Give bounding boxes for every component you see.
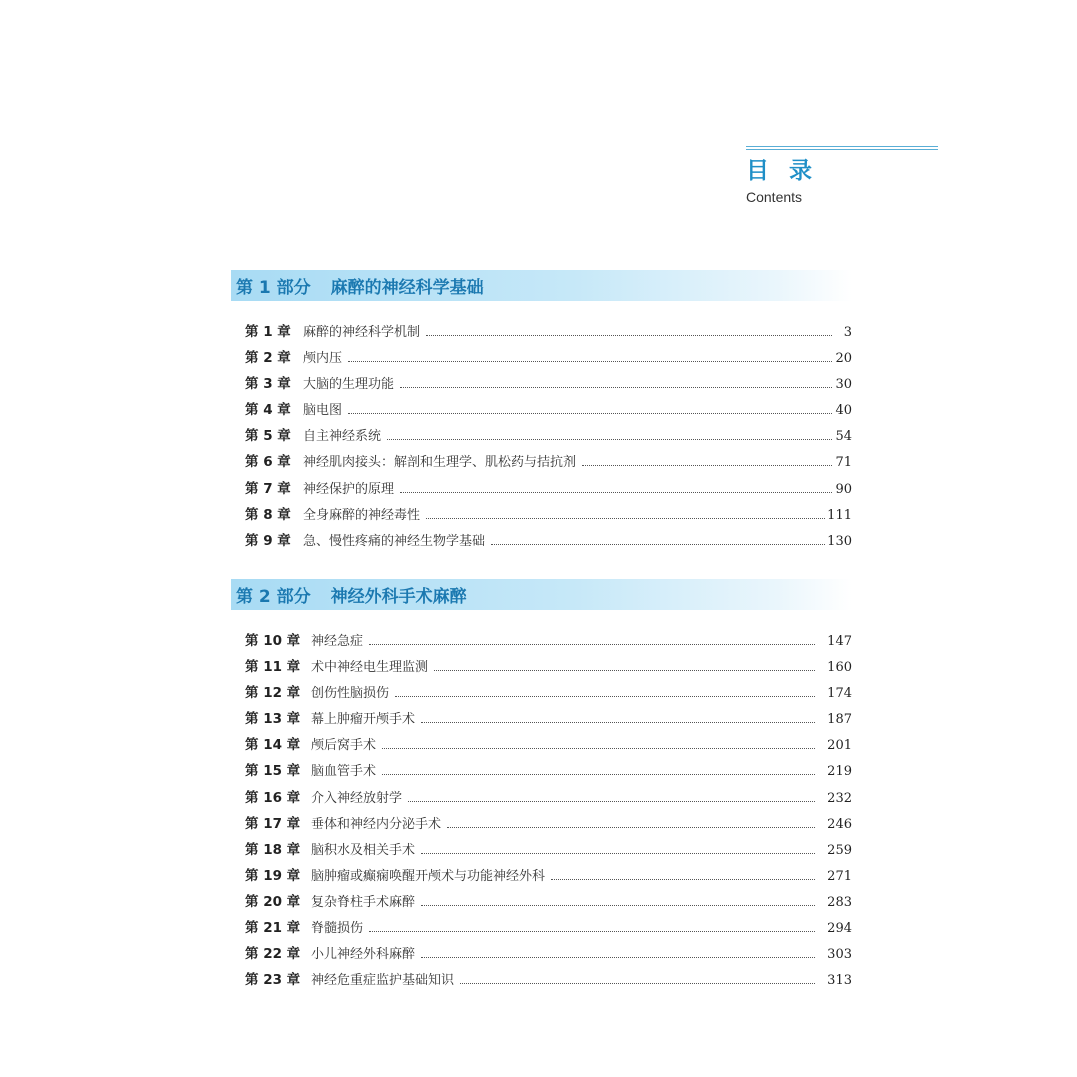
chapter-title: 复杂脊柱手术麻醉 [311,894,416,910]
chapter-page: 283 [827,894,852,910]
chapter-title: 自主神经系统 [303,429,382,445]
chapter-list [231,628,852,993]
chapter-page: 71 [835,455,852,471]
chapter-title: 颅后窝手术 [311,738,377,754]
dot-leader [382,748,815,749]
chapter-page: 271 [827,868,852,884]
chapter-entry-10[interactable] [231,628,852,654]
chapter-number: 第 10 章 [245,633,301,649]
dot-leader [434,670,815,671]
chapter-number: 第 7 章 [245,480,291,497]
chapter-entry-4[interactable] [231,397,852,423]
chapter-title: 神经急症 [311,634,364,649]
chapter-number: 第 19 章 [245,867,301,884]
chapter-page: 219 [827,764,852,780]
part-banner [231,270,852,301]
chapter-entry-23[interactable] [231,967,852,993]
chapter-page: 54 [835,429,852,445]
chapter-title: 脊髓损伤 [311,921,364,937]
chapter-number: 第 5 章 [245,428,291,445]
dot-leader [421,853,815,854]
chapter-entry-22[interactable] [231,941,852,967]
chapter-title: 麻醉的神经科学机制 [303,325,421,340]
chapter-page: 294 [827,921,852,937]
header-rule-top [746,146,938,147]
chapter-number: 第 21 章 [245,920,301,937]
chapter-entry-8[interactable] [231,502,852,528]
dot-leader [460,983,815,984]
chapter-page: 3 [843,325,852,340]
dot-leader [400,492,832,493]
chapter-page: 313 [827,973,852,989]
dot-leader [395,696,815,697]
dot-leader [447,827,815,828]
chapter-number: 第 6 章 [245,454,291,471]
chapter-title: 大脑的生理功能 [303,377,395,393]
chapter-number: 第 1 章 [245,324,291,340]
chapter-entry-18[interactable] [231,837,852,863]
chapter-number: 第 17 章 [245,815,301,832]
chapter-title: 介入神经放射学 [311,790,403,806]
dot-leader [582,465,832,466]
dot-leader [426,335,832,336]
chapter-entry-2[interactable] [231,345,852,371]
chapter-entry-15[interactable] [231,758,852,784]
chapter-number: 第 16 章 [245,789,301,806]
chapter-number: 第 11 章 [245,659,301,676]
chapter-number: 第 13 章 [245,711,301,728]
chapter-title: 脑电图 [303,403,343,419]
part-2-section [231,579,852,993]
chapter-entry-16[interactable] [231,785,852,811]
chapter-title: 颅内压 [303,351,343,367]
chapter-entry-17[interactable] [231,811,852,837]
chapter-list [231,319,852,554]
chapter-number: 第 22 章 [245,946,301,963]
dot-leader [387,439,832,440]
header-rule-bottom [746,149,938,150]
chapter-page: 111 [827,507,852,523]
chapter-entry-1[interactable] [231,319,852,345]
chapter-number: 第 15 章 [245,763,301,780]
chapter-title: 急、慢性疼痛的神经生物学基础 [303,533,486,549]
chapter-entry-11[interactable] [231,654,852,680]
chapter-number: 第 3 章 [245,376,291,393]
chapter-page: 90 [835,481,852,497]
dot-leader [369,931,815,932]
part-number: 第 1 部分 [236,278,311,298]
dot-leader [491,544,825,545]
chapter-title: 神经危重症监护基础知识 [311,973,455,989]
part-1-section [231,270,852,554]
chapter-entry-6[interactable] [231,449,852,475]
toc-title: 目 录 [746,158,819,184]
chapter-page: 201 [827,738,852,754]
chapter-number: 第 14 章 [245,737,301,754]
chapter-number: 第 4 章 [245,402,291,419]
dot-leader [400,387,832,388]
chapter-page: 130 [827,533,852,549]
chapter-page: 259 [827,842,852,858]
chapter-title: 幕上肿瘤开颅手术 [311,712,416,728]
dot-leader [421,957,815,958]
chapter-title: 脑肿瘤或癫痫唤醒开颅术与功能神经外科 [311,868,546,884]
dot-leader [426,518,825,519]
chapter-number: 第 12 章 [245,685,301,702]
chapter-page: 147 [827,634,852,649]
chapter-number: 第 8 章 [245,506,291,523]
chapter-title: 神经肌肉接头：解剖和生理学、肌松药与拮抗剂 [303,455,577,471]
chapter-number: 第 9 章 [245,532,291,549]
chapter-page: 174 [827,686,852,702]
chapter-entry-20[interactable] [231,889,852,915]
chapter-title: 全身麻醉的神经毒性 [303,507,421,523]
chapter-title: 术中神经电生理监测 [311,660,429,676]
chapter-page: 232 [827,790,852,806]
dot-leader [382,774,815,775]
chapter-page: 30 [835,377,852,393]
part-title: 麻醉的神经科学基础 [330,278,484,298]
chapter-entry-19[interactable] [231,863,852,889]
dot-leader [551,879,815,880]
dot-leader [421,722,815,723]
toc-subtitle: Contents [746,189,803,205]
chapter-page: 40 [835,403,852,419]
chapter-number: 第 2 章 [245,350,291,367]
dot-leader [408,801,815,802]
chapter-entry-12[interactable] [231,680,852,706]
chapter-entry-21[interactable] [231,915,852,941]
dot-leader [369,644,815,645]
chapter-page: 20 [835,351,852,367]
chapter-page: 160 [827,660,852,676]
part-banner [231,579,852,610]
toc-header [746,146,938,206]
chapter-entry-5[interactable] [231,423,852,449]
chapter-number: 第 18 章 [245,841,301,858]
chapter-title: 脑血管手术 [311,764,377,780]
chapter-page: 246 [827,816,852,832]
dot-leader [348,413,832,414]
chapter-title: 脑积水及相关手术 [311,842,416,858]
chapter-page: 303 [827,947,852,963]
chapter-page: 187 [827,712,852,728]
chapter-number: 第 20 章 [245,893,301,910]
chapter-entry-9[interactable] [231,528,852,554]
chapter-entry-14[interactable] [231,732,852,758]
chapter-entry-7[interactable] [231,476,852,502]
chapter-title: 创伤性脑损伤 [311,686,390,702]
chapter-title: 垂体和神经内分泌手术 [311,816,442,832]
chapter-number: 第 23 章 [245,972,301,989]
chapter-entry-13[interactable] [231,706,852,732]
dot-leader [421,905,815,906]
part-title: 神经外科手术麻醉 [330,587,467,607]
chapter-entry-3[interactable] [231,371,852,397]
dot-leader [348,361,832,362]
part-number: 第 2 部分 [236,587,311,607]
chapter-title: 神经保护的原理 [303,481,395,497]
chapter-title: 小儿神经外科麻醉 [311,947,416,963]
